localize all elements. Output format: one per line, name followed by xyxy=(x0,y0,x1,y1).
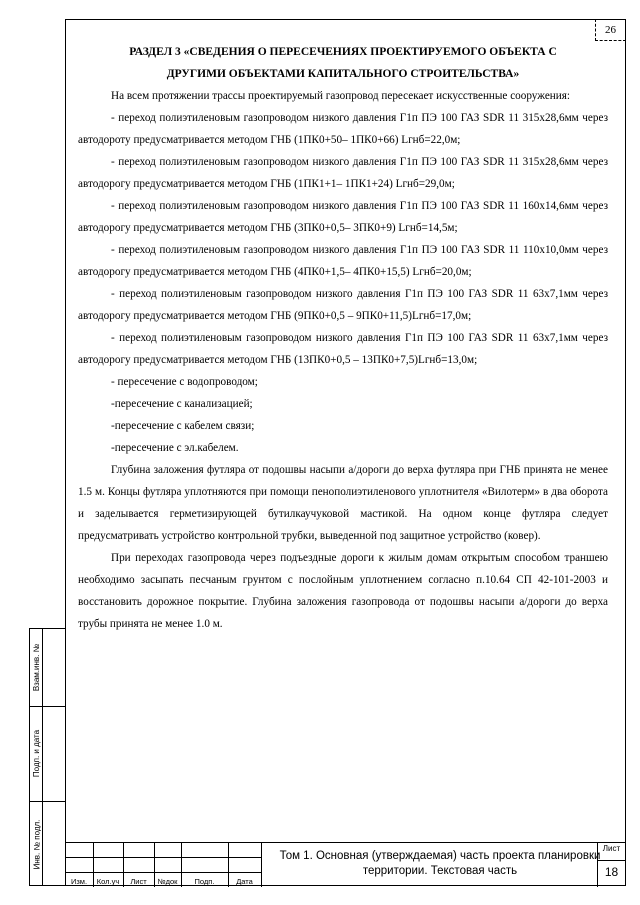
sheet-label: Лист xyxy=(602,844,621,853)
side-stamp xyxy=(29,628,66,886)
label-izm: Изм. xyxy=(70,877,88,886)
utility-crossing-item: - пересечение с водопроводом; xyxy=(111,376,258,388)
document-body xyxy=(78,41,608,635)
crossing-item: - переход полиэтиленовым газопроводом низкого давления Г1п ПЭ 100 ГАЗ SDR 11 160х14,6мм через автодорогу предусматривается методом ГНБ (3ПК0+0,5– 3ПК0+9) Lгнб=14,5м; xyxy=(78,200,608,234)
label-data: Дата xyxy=(236,877,253,886)
label-podp: Подп. xyxy=(194,877,215,886)
crossing-item: - переход полиэтиленовым газопроводом низкого давления Г1п ПЭ 100 ГАЗ SDR 11 63х7,1мм через автодорогу предусматривается методом ГНБ (13ПК0+0,5 – 13ПК0+7,5)Lгнб=13,0м; xyxy=(78,332,608,366)
casing-depth-paragraph: Глубина заложения футляра от подошвы насыпи а/дороги до верха футляра при ГНБ принята не менее 1.5 м. Концы футляра уплотняются при помощи пенополиэтиленового уплотнителя «Вилотерм» в два оборота и заделывается герметизирующей бутилкаучуковой мастикой. На одном конце футляра следует предусматривать устройство контрольной трубки, выведенной под защитное устройство (ковер). xyxy=(78,464,608,542)
crossing-item: - переход полиэтиленовым газопроводом низкого давления Г1п ПЭ 100 ГАЗ SDR 11 110х10,0мм через автодорогу предусматривается методом ГНБ (4ПК0+1,5– 4ПК0+15,5) Lгнб=20,0м; xyxy=(78,244,608,278)
side-stamp-podp: Подп. и дата xyxy=(32,729,41,778)
crossing-item: - переход полиэтиленовым газопроводом низкого давления Г1п ПЭ 100 ГАЗ SDR 11 315х28,6мм через автодороту предусматривается методом ГНБ (1ПК0+50– 1ПК0+66) Lгнб=22,0м; xyxy=(78,112,608,146)
crossing-item: - переход полиэтиленовым газопроводом низкого давления Г1п ПЭ 100 ГАЗ SDR 11 315х28,6мм через автодорогу предусматривается методом ГНБ (1ПК1+1– 1ПК1+24) Lгнб=29,0м; xyxy=(78,156,608,190)
utility-crossing-item: -пересечение с кабелем связи; xyxy=(111,420,255,432)
section-heading: РАЗДЕЛ 3 «СВЕДЕНИЯ О ПЕРЕСЕЧЕНИЯХ ПРОЕКТИРУЕМОГО ОБЪЕКТА С ДРУГИМИ ОБЪЕКТАМИ КАПИТАЛЬНОГО СТРОИТЕЛЬСТВА» xyxy=(129,46,557,80)
road-crossing-paragraph: При переходах газопровода через подъездные дороги к жилым домам открытым способом траншею необходимо засыпать песчаным грунтом с послойным уплотнением согласно п.10.64 СП 42-101-2003 и восстановить дорожное покрытие. Глубина заложения газопровода от подошвы насыпи а/дороги до верха трубы принята не менее 1.0 м. xyxy=(78,552,608,630)
utility-crossing-item: -пересечение с канализацией; xyxy=(111,398,253,410)
intro-paragraph: На всем протяжении трассы проектируемый газопровод пересекает искусственные сооружения: xyxy=(111,90,571,102)
label-ndok: №док xyxy=(157,877,178,886)
side-stamp-vzam: Взам.инв. № xyxy=(32,643,41,692)
corner-page-number: 26 xyxy=(595,19,626,41)
label-list: Лист xyxy=(130,877,147,886)
sheet-number: 18 xyxy=(604,865,619,879)
document-title: Том 1. Основная (утверждаемая) часть проекта планировки территории. Текстовая часть xyxy=(279,850,601,877)
utility-crossing-item: -пересечение с эл.кабелем. xyxy=(111,442,239,454)
label-kol-uch: Кол.уч xyxy=(96,877,120,886)
title-block xyxy=(65,842,626,886)
crossing-item: - переход полиэтиленовым газопроводом низкого давления Г1п ПЭ 100 ГАЗ SDR 11 63х7,1мм через автодорогу предусматривается методом ГНБ (9ПК0+0,5 – 9ПК0+11,5)Lгнб=17,0м; xyxy=(78,288,608,322)
side-stamp-inv: Инв. № подл. xyxy=(32,819,41,869)
